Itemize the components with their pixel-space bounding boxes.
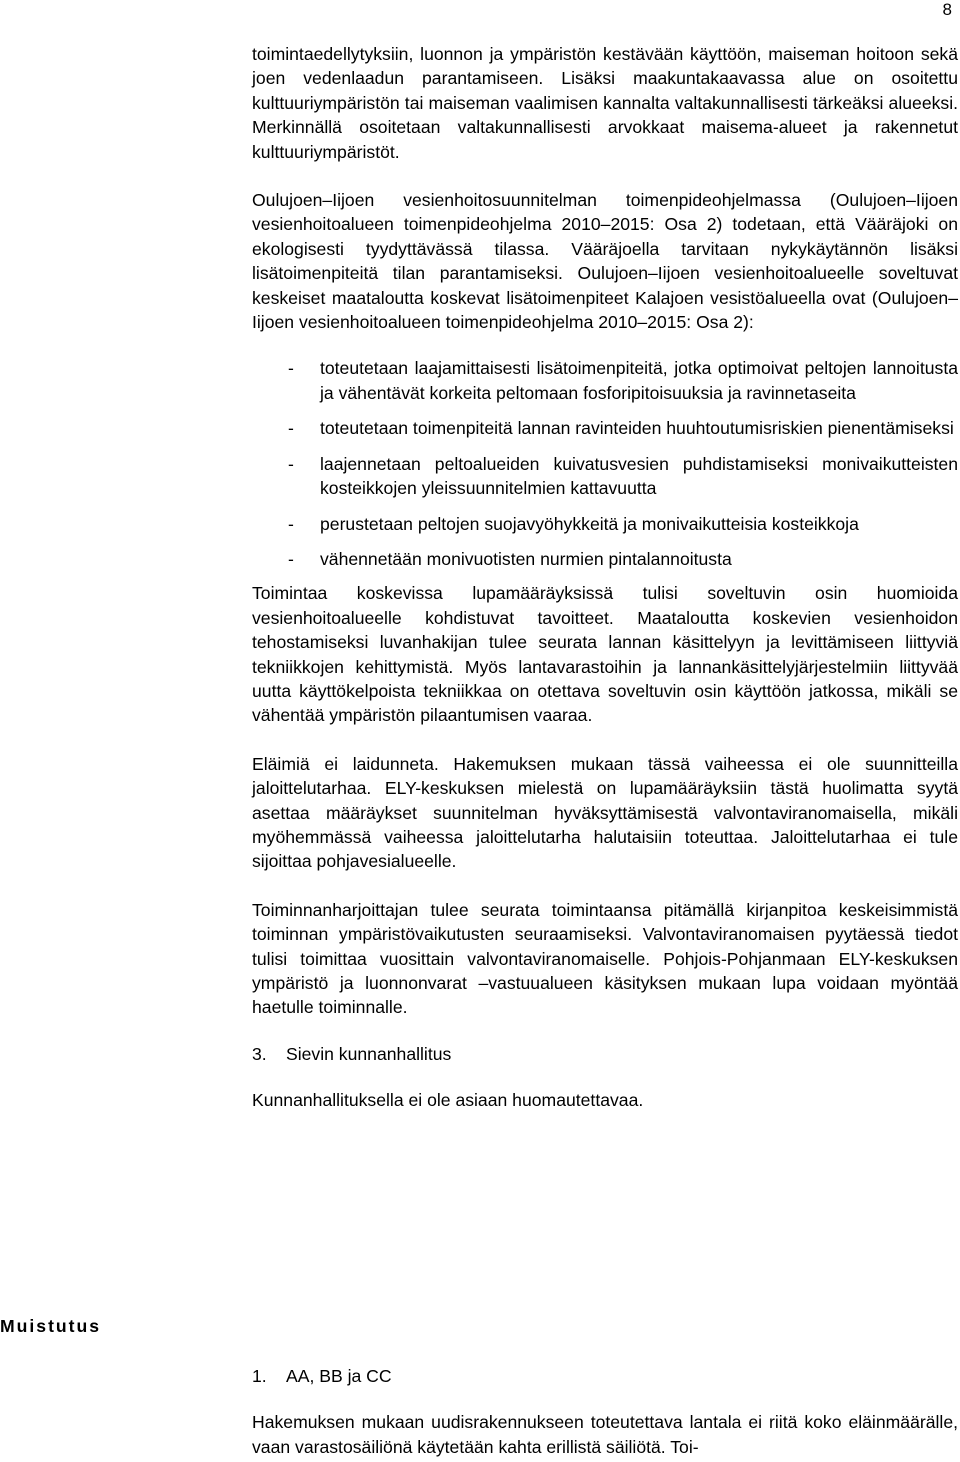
list-item-text: toteutetaan toimenpiteitä lannan ravinteiden huuhtoutumisriskien pienentämiseksi bbox=[320, 418, 954, 439]
list-item bbox=[252, 416, 958, 440]
list-item-text: perustetaan peltojen suojavyöhykkeitä ja monivaikutteisia kosteikkoja bbox=[320, 513, 859, 534]
list-item-text: laajennetaan peltoalueiden kuivatusvesien puhdistamiseksi monivaikutteisten kosteikkojen yleissuunnitelmien kattavuutta bbox=[320, 453, 958, 499]
paragraph-landscape: toimintaedellytyksiin, luonnon ja ympäristön kestävään käyttöön, maiseman hoitoon sekä joen vedenlaadun parantamiseen. Lisäksi maakuntakaavassa alue on osoitettu kulttuuriympäristön tai maiseman vaalimisen kannalta valtakunnallisesti tärkeäksi alueeksi. Merkinnällä osoitetaan valtakunnallisesti arvokkaat maisema-alueet ja rakennetut kulttuuriympäristöt. bbox=[252, 44, 958, 162]
page-number: 8 bbox=[942, 0, 952, 19]
list-item-text: vähennetään monivuotisten nurmien pintalannoitusta bbox=[320, 548, 732, 569]
document-body-lower bbox=[252, 1364, 958, 1459]
list-dash: - bbox=[288, 418, 294, 439]
paragraph-grazing: Eläimiä ei laidunneta. Hakemuksen mukaan tässä vaiheessa ei ole suunnitteilla jaloittelutarhaa. ELY-keskuksen mielestä on lupamääräyksiin tästä huolimatta syytä asettaa määräykset suunnitelman hyväksyttämisestä valvontaviranomaisella, mikäli myöhemmässä vaiheessa jaloittelutarha halutaisiin toteuttaa. Jaloittelutarhaa ei tule sijoittaa pohjavesialueelle. bbox=[252, 753, 958, 872]
list-dash: - bbox=[288, 513, 294, 534]
section-3-heading bbox=[252, 1042, 958, 1066]
list-dash: - bbox=[288, 453, 294, 474]
list-item bbox=[252, 547, 958, 571]
paragraph-monitoring: Toiminnanharjoittajan tulee seurata toimintaansa pitämällä kirjanpitoa keskeisimmistä toiminnan ympäristövaikutusten seuraamiseksi. Valvontaviranomaisen pyytäessä tiedot tulisi toimittaa vuosittain valvontaviranomaiselle. Pohjois-Pohjanmaan ELY-keskuksen ympäristö ja luonnonvarat –vastuualueen käsityksen mukaan lupa voidaan myöntää haetulle toiminnalle. bbox=[252, 899, 958, 1018]
list-dash: - bbox=[288, 548, 294, 569]
list-item bbox=[252, 512, 958, 536]
document-body bbox=[252, 42, 958, 1113]
side-heading-muistutus: Muistutus bbox=[0, 1316, 102, 1336]
section-1-heading bbox=[252, 1364, 958, 1388]
list-dash: - bbox=[288, 358, 294, 379]
section-1-title: AA, BB ja CC bbox=[286, 1366, 392, 1386]
paragraph-water-management: Oulujoen–Iijoen vesienhoitosuunnitelman toimenpideohjelmassa (Oulujoen–Iijoen vesienhoitoalueen toimenpideohjelma 2010–2015: Osa 2) todetaan, että Vääräjoki on ekologisesti tyydyttävässä tilassa. Vääräjoella tarvitaan nykykäytännön lisäksi lisätoimenpiteitä tilan parantamiseksi. Oulujoen–Iijoen vesienhoitoalueelle soveltuvat keskeiset maataloutta koskevat lisätoimenpiteet Kalajoen vesistöalueella ovat (Oulujoen–Iijoen vesienhoitoalueen toimenpideohjelma 2010–2015: Osa 2): bbox=[252, 190, 958, 333]
section-3-number: 3. bbox=[252, 1043, 267, 1064]
list-item-text: toteutetaan laajamittaisesti lisätoimenpiteitä, jotka optimoivat peltojen lannoitusta ja vähentävät korkeita peltomaan fosforipitoisuuksia ja ravinnetaseita bbox=[320, 358, 958, 403]
section-1-text: Hakemuksen mukaan uudisrakennukseen toteutettava lantala ei riitä koko eläinmäärälle, vaan varastosäiliönä käytetään kahta erillistä säiliötä. Toi- bbox=[252, 1412, 958, 1457]
measures-list bbox=[252, 356, 958, 571]
section-3-text: Kunnanhallituksella ei ole asiaan huomautettavaa. bbox=[252, 1090, 644, 1111]
section-1-number: 1. bbox=[252, 1366, 267, 1386]
section-3-title: Sievin kunnanhallitus bbox=[286, 1043, 452, 1064]
list-item bbox=[252, 452, 958, 501]
list-item bbox=[252, 356, 958, 405]
paragraph-permit-conditions: Toimintaa koskevissa lupamääräyksissä tulisi soveltuvin osin huomioida vesienhoitoalueelle kohdistuvat tavoitteet. Maataloutta koskevien vesienhoidon tehostamiseksi luvanhakijan tulee seurata lannan käsittelyyn ja levittämiseen liittyviä tekniikkojen kehittymistä. Myös lantavarastoihin ja lannankäsittelyjärjestelmiin liittyvää uutta käyttökelpoista tekniikkaa on otettava soveltuvin osin käyttöön jatkossa, mikäli se vähentää ympäristön pilaantumisen vaaraa. bbox=[252, 583, 958, 726]
